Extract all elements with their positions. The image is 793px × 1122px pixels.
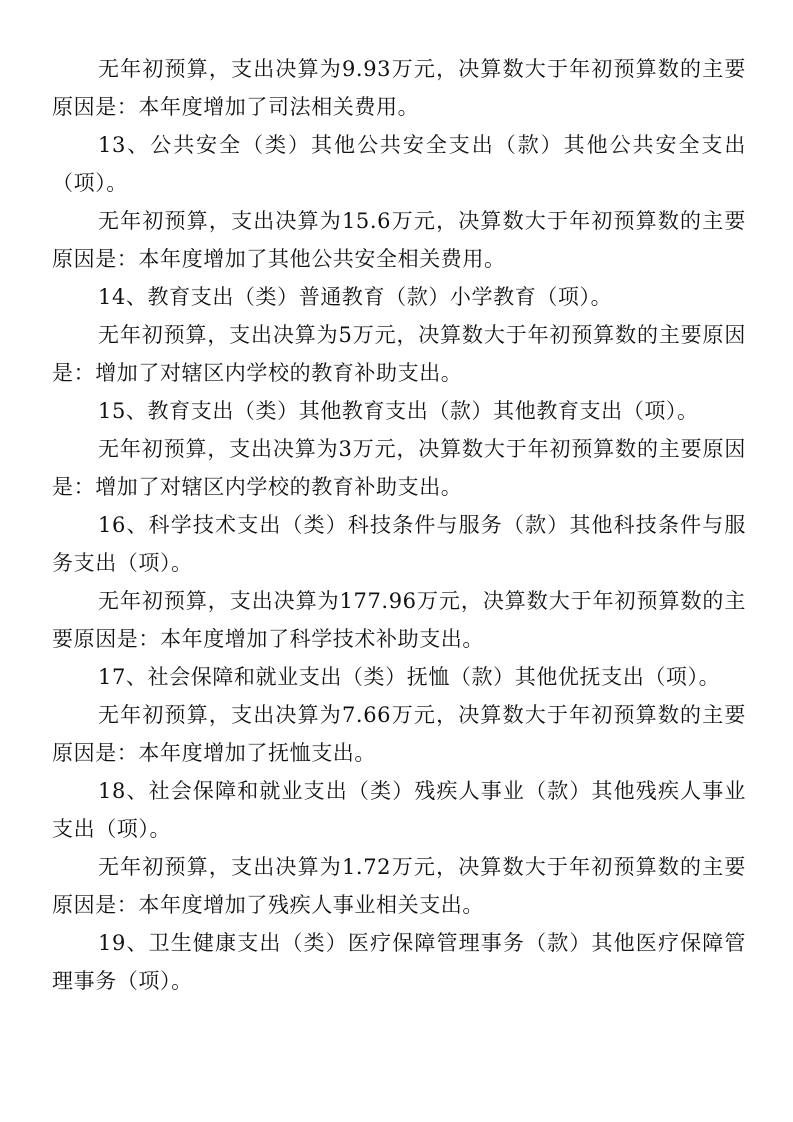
document-body bbox=[52, 50, 746, 1000]
heading-item-15: 15、教育支出（类）其他教育支出（款）其他教育支出（项）。 bbox=[98, 399, 699, 423]
heading-item-18: 18、社会保障和就业支出（类）残疾人事业（款）其他残疾人事业支出（项）。 bbox=[52, 779, 746, 841]
paragraph-judicial-expense: 无年初预算，支出决算为9.93万元，决算数大于年初预算数的主要原因是：本年度增加了司法相关费用。 bbox=[52, 57, 746, 119]
heading-item-16: 16、科学技术支出（类）科技条件与服务（款）其他科技条件与服务支出（项）。 bbox=[52, 513, 746, 575]
heading-item-14: 14、教育支出（类）普通教育（款）小学教育（项）。 bbox=[98, 285, 613, 309]
heading-item-17: 17、社会保障和就业支出（类）抚恤（款）其他优抚支出（项）。 bbox=[98, 665, 721, 689]
heading-item-13: 13、公共安全（类）其他公共安全支出（款）其他公共安全支出（项）。 bbox=[52, 133, 746, 195]
paragraph-primary-education-expense: 无年初预算，支出决算为5万元，决算数大于年初预算数的主要原因是：增加了对辖区内学校的教育补助支出。 bbox=[52, 323, 746, 385]
paragraph-public-security-expense: 无年初预算，支出决算为15.6万元，决算数大于年初预算数的主要原因是：本年度增加了其他公共安全相关费用。 bbox=[52, 209, 746, 271]
paragraph-other-education-expense: 无年初预算，支出决算为3万元，决算数大于年初预算数的主要原因是：增加了对辖区内学校的教育补助支出。 bbox=[52, 437, 746, 499]
paragraph-science-tech-expense: 无年初预算，支出决算为177.96万元，决算数大于年初预算数的主要原因是：本年度增加了科学技术补助支出。 bbox=[52, 589, 746, 651]
paragraph-disability-expense: 无年初预算，支出决算为1.72万元，决算数大于年初预算数的主要原因是：本年度增加了残疾人事业相关支出。 bbox=[52, 855, 746, 917]
heading-item-19: 19、卫生健康支出（类）医疗保障管理事务（款）其他医疗保障管理事务（项）。 bbox=[52, 931, 746, 993]
paragraph-pension-expense: 无年初预算，支出决算为7.66万元，决算数大于年初预算数的主要原因是：本年度增加了抚恤支出。 bbox=[52, 703, 746, 765]
